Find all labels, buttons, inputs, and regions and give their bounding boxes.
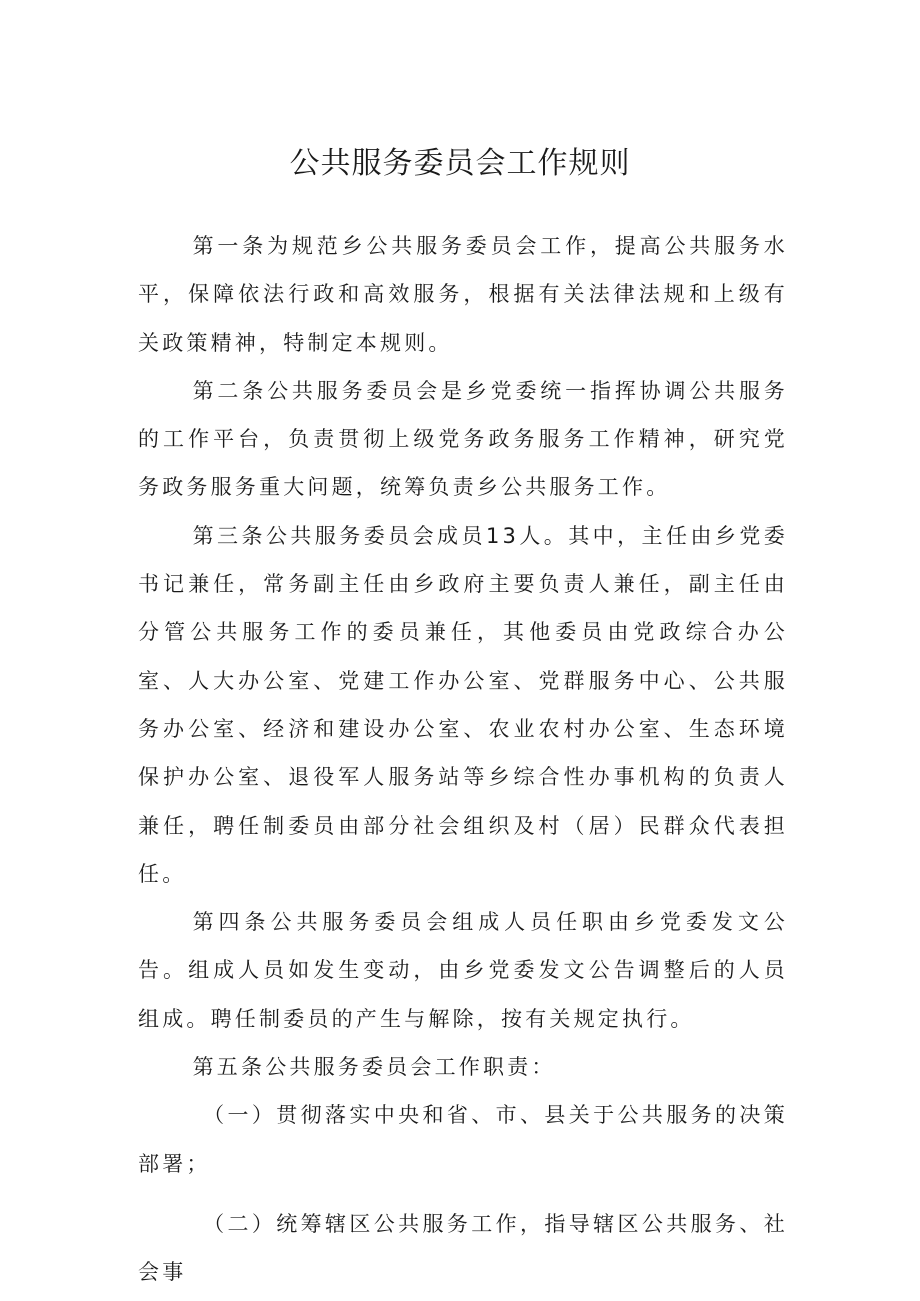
article-5-item-2: （二）统筹辖区公共服务工作，指导辖区公共服务、社会事 (138, 1211, 788, 1285)
article-2-paragraph: 第二条公共服务委员会是乡党委统一指挥协调公共服务的工作平台，负责贯彻上级党务政务服务工作精神，研究党务政务服务重大问题，统筹负责乡公共服务工作。 (138, 378, 788, 500)
article-1-paragraph: 第一条为规范乡公共服务委员会工作，提高公共服务水平，保障依法行政和高效服务，根据有关法律法规和上级有关政策精神，特制定本规则。 (138, 234, 788, 355)
article-5-item-1: （一）贯彻落实中央和省、市、县关于公共服务的决策部署； (138, 1103, 788, 1176)
article-4-paragraph: 第四条公共服务委员会组成人员任职由乡党委发文公告。组成人员如发生变动，由乡党委发文公告调整后的人员组成。聘任制委员的产生与解除，按有关规定执行。 (138, 910, 788, 1031)
document-title: 公共服务委员会工作规则 (289, 146, 631, 181)
document-body (138, 222, 788, 1297)
article-3-paragraph: 第三条公共服务委员会成员13人。其中，主任由乡党委书记兼任，常务副主任由乡政府主要负责人兼任，副主任由分管公共服务工作的委员兼任，其他委员由党政综合办公室、人大办公室、党建工作办公室、党群服务中心、公共服务办公室、经济和建设办公室、农业农村办公室、生态环境保护办公室、退役军人服务站等乡综合性办事机构的负责人兼任，聘任制委员由部分社会组织及村（居）民群众代表担任。 (138, 523, 788, 886)
article-5-paragraph: 第五条公共服务委员会工作职责： (192, 1055, 556, 1080)
